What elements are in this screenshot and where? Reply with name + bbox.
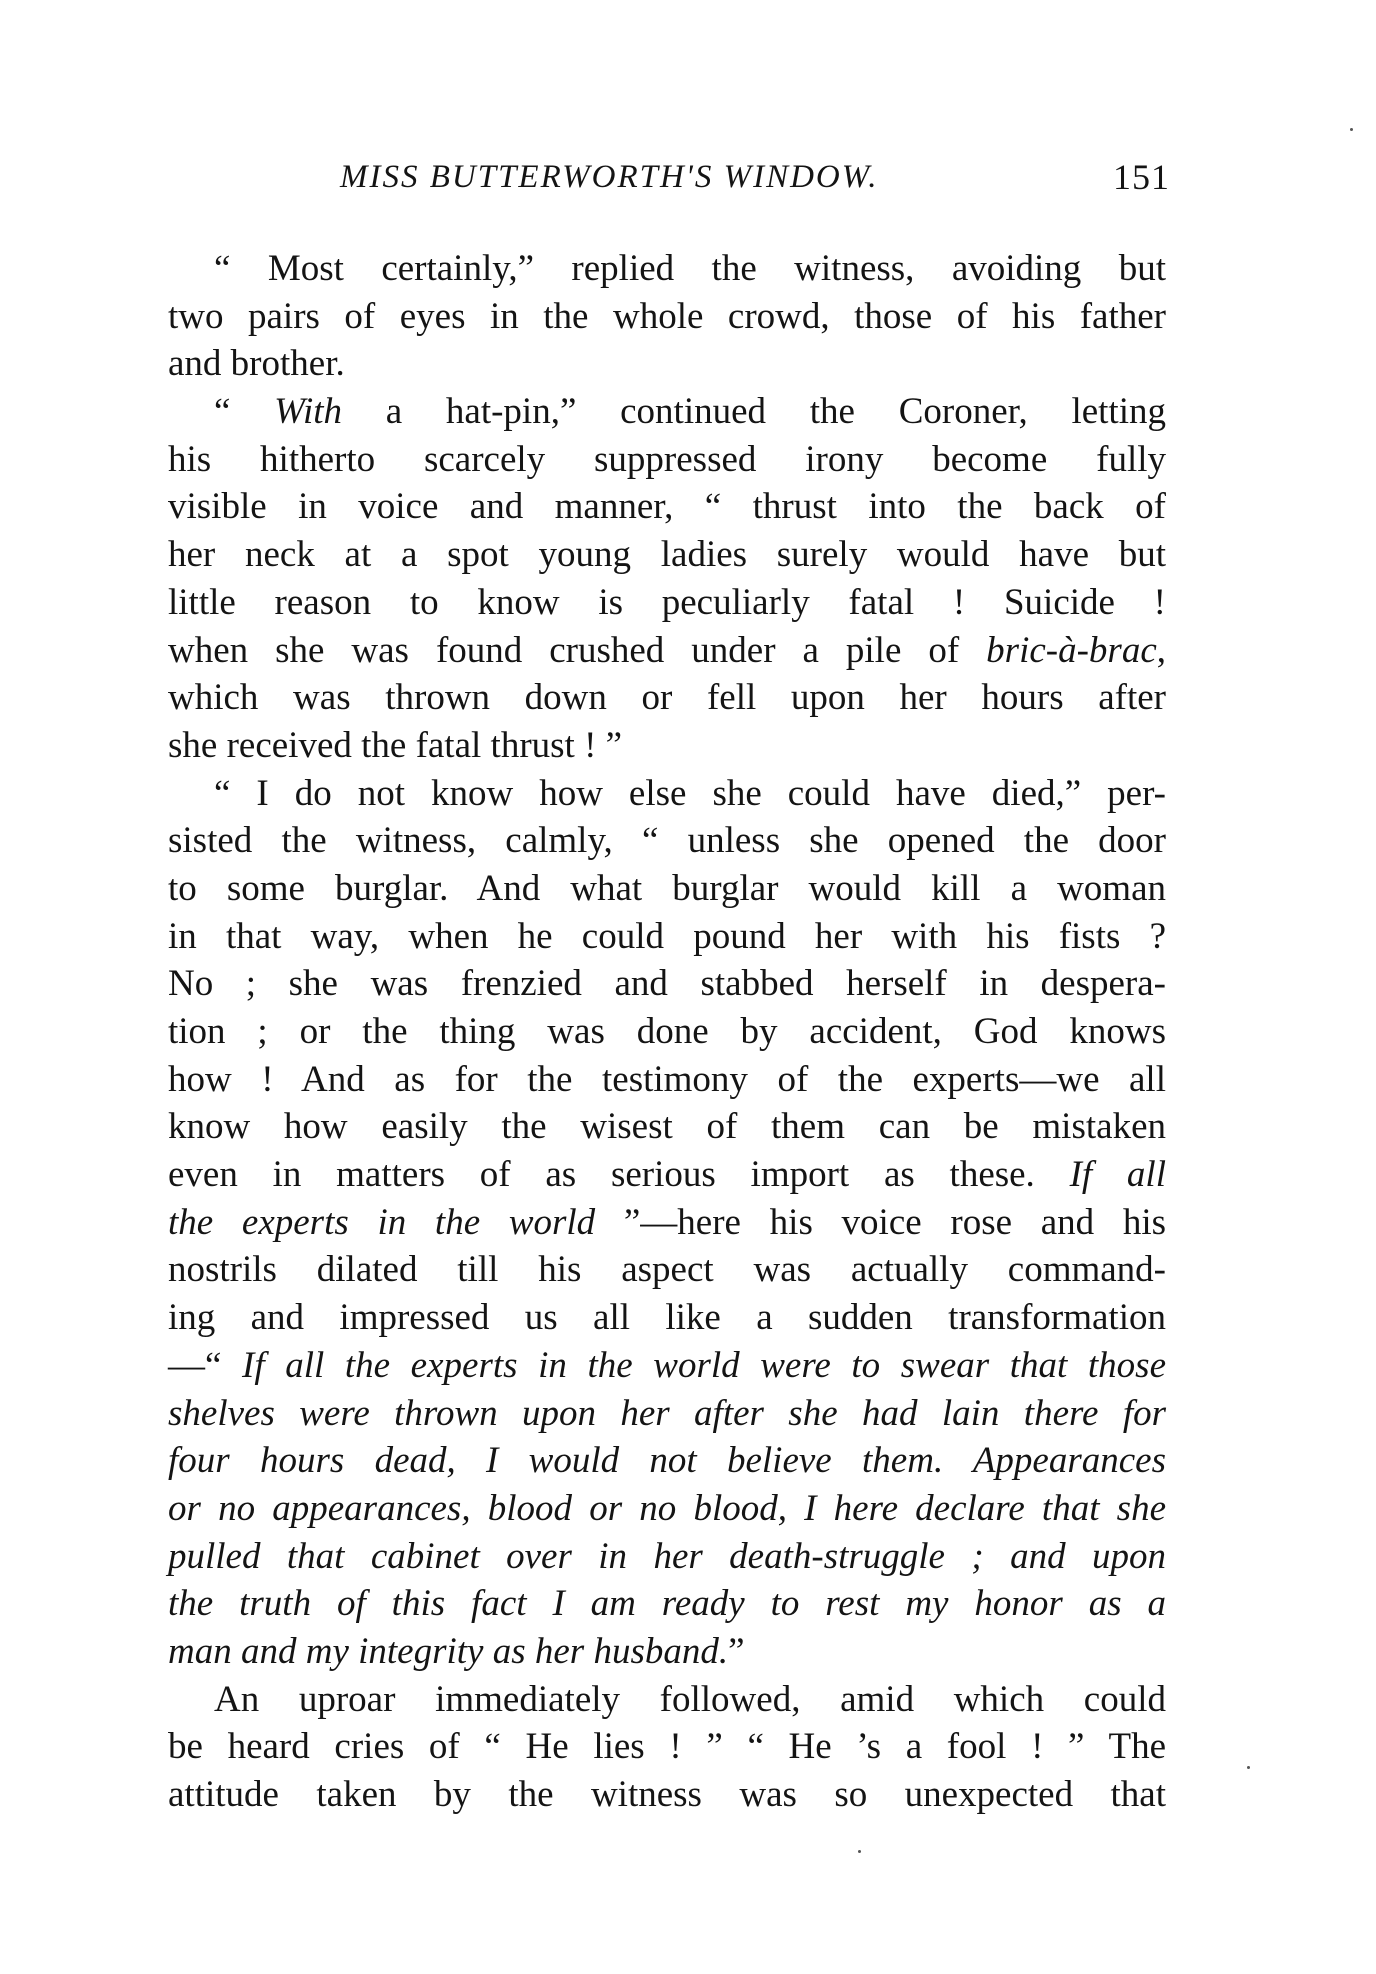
text-line-3: and brother. xyxy=(168,343,345,385)
text-line-30: man and my integrity as her husband.” xyxy=(168,1630,745,1672)
text-line-4: “ With a hat-pin,” continued the Coroner, letting xyxy=(214,391,1166,433)
text-line-22: nostrils dilated till his aspect was actually command- xyxy=(168,1249,1166,1291)
italic-phrase: man and my integrity as her husband. xyxy=(168,1630,729,1672)
italic-phrase: the experts in the world xyxy=(168,1201,596,1243)
running-head: MISS BUTTERWORTH'S WINDOW. xyxy=(340,159,879,195)
text-line-31: An uproar immediately followed, amid which could xyxy=(214,1678,1166,1720)
italic-phrase: With xyxy=(274,391,343,433)
paper-speck xyxy=(1247,1766,1250,1769)
text-line-2: two pairs of eyes in the whole crowd, those of his father xyxy=(168,295,1166,337)
text-line-18: how ! And as for the testimony of the experts—we all xyxy=(168,1058,1166,1100)
text-line-17: tion ; or the thing was done by accident, God knows xyxy=(168,1011,1166,1052)
text-line-11: she received the fatal thrust ! ” xyxy=(168,724,623,766)
text-line-6: visible in voice and manner, “ thrust into the back of xyxy=(168,486,1166,528)
page-header xyxy=(340,152,1170,202)
text-line-8: little reason to know is peculiarly fatal ! Suicide ! xyxy=(168,581,1166,623)
text-line-23: ing and impressed us all like a sudden transformation xyxy=(168,1297,1166,1339)
text-line-20: even in matters of as serious import as these. If all xyxy=(168,1154,1166,1196)
paper-speck xyxy=(858,1850,861,1853)
text-line-9: when she was found crushed under a pile of bric-à-brac, xyxy=(168,629,1166,671)
paper-speck xyxy=(1350,128,1353,131)
italic-phrase: If all xyxy=(1069,1154,1166,1196)
text-line-13: sisted the witness, calmly, “ unless she opened the door xyxy=(168,820,1166,862)
text-line-7: her neck at a spot young ladies surely would have but xyxy=(168,534,1166,576)
text-line-21: the experts in the world ”—here his voice rose and his xyxy=(168,1201,1167,1243)
body-text xyxy=(168,245,1166,1819)
text-line-29: the truth of this fact I am ready to rest my honor as a xyxy=(168,1583,1166,1625)
text-line-33: attitude taken by the witness was so unexpected that xyxy=(168,1774,1166,1815)
text-line-1: “ Most certainly,” replied the witness, avoiding but xyxy=(214,248,1166,289)
page-number: 151 xyxy=(1113,157,1170,197)
text-line-12: “ I do not know how else she could have died,” per- xyxy=(214,772,1166,814)
text-line-26: four hours dead, I would not believe them. Appearances xyxy=(168,1440,1166,1482)
text-line-24: —“ If all the experts in the world were to swear that those xyxy=(168,1344,1166,1386)
text-line-32: be heard cries of “ He lies ! ” “ He ’s a fool ! ” The xyxy=(168,1726,1166,1768)
italic-phrase: If all the experts in the world were to swear that those xyxy=(242,1344,1166,1386)
text-line-16: No ; she was frenzied and stabbed herself in despera- xyxy=(168,963,1166,1005)
text-line-10: which was thrown down or fell upon her hours after xyxy=(168,677,1166,719)
text-line-15: in that way, when he could pound her with his fists ? xyxy=(168,915,1166,957)
text-line-5: his hitherto scarcely suppressed irony become fully xyxy=(168,438,1166,480)
italic-phrase: bric-à-brac xyxy=(986,629,1157,671)
text-line-28: pulled that cabinet over in her death-struggle ; and upon xyxy=(168,1535,1166,1577)
text-line-25: shelves were thrown upon her after she had lain there for xyxy=(168,1392,1166,1434)
text-line-27: or no appearances, blood or no blood, I here declare that she xyxy=(168,1487,1166,1529)
text-line-14: to some burglar. And what burglar would kill a woman xyxy=(168,867,1166,909)
text-line-19: know how easily the wisest of them can be mistaken xyxy=(168,1106,1166,1148)
